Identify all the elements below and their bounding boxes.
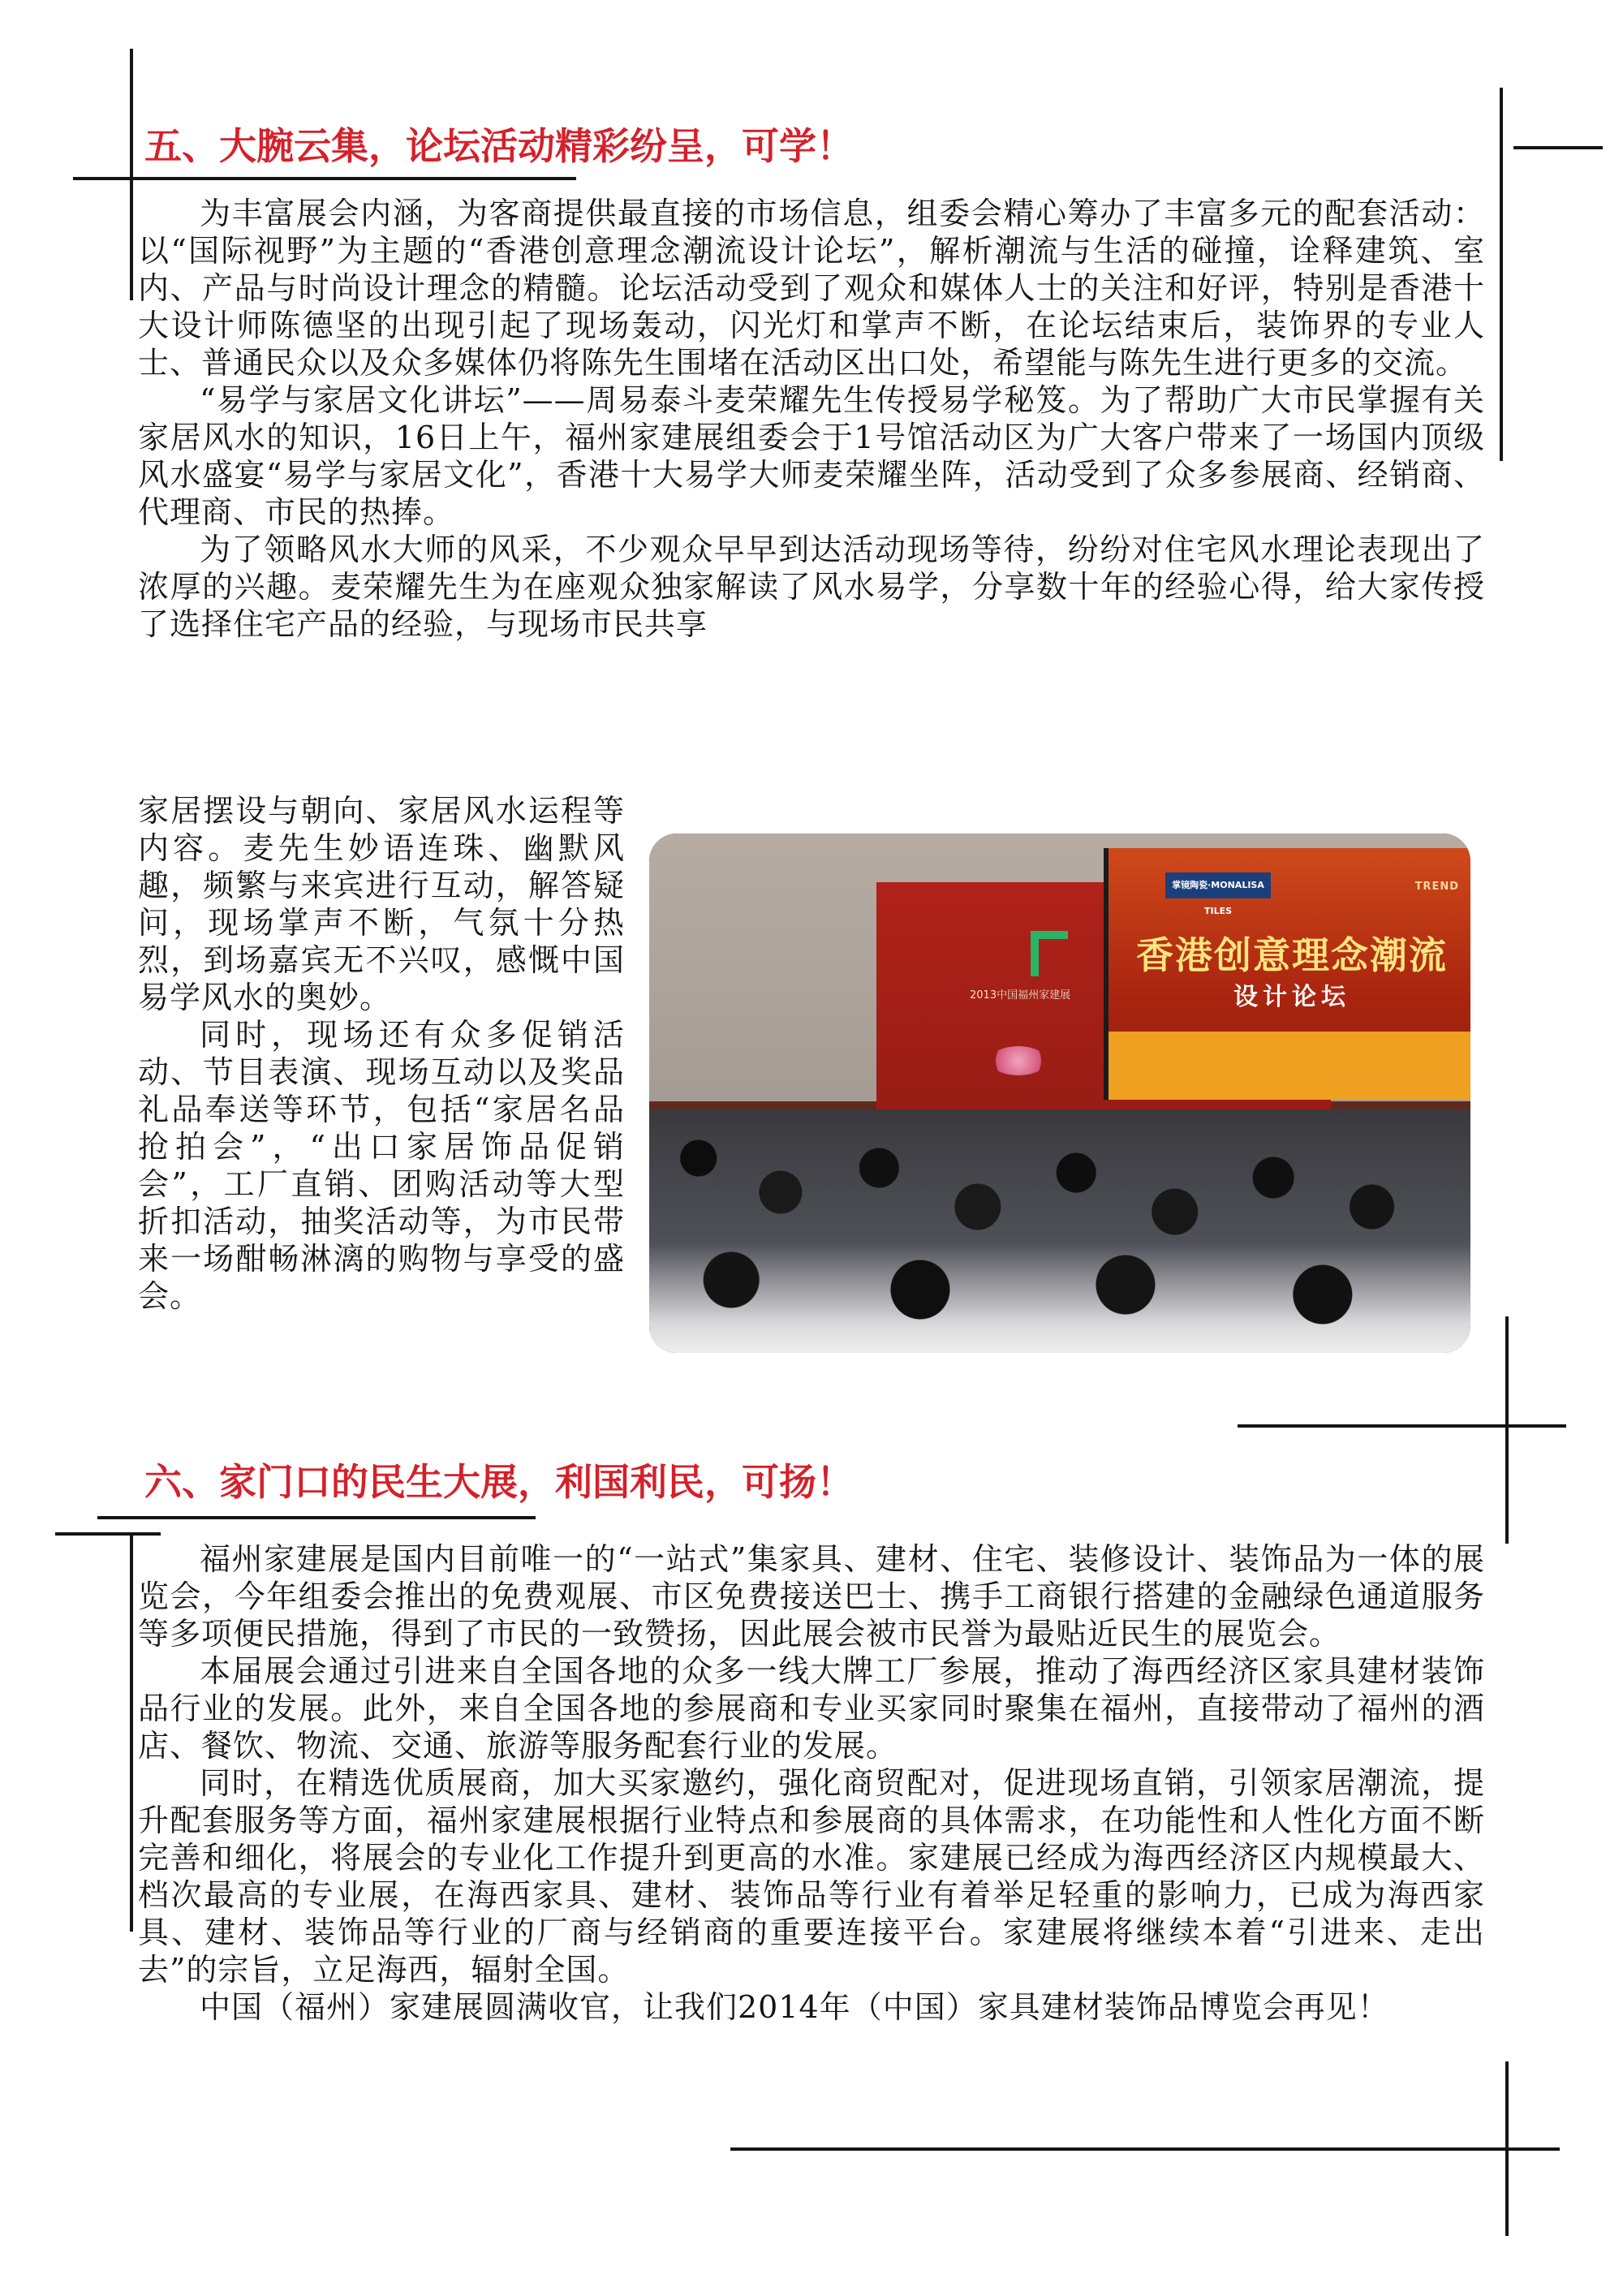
decor-line-mid-left-horizontal bbox=[97, 1516, 536, 1519]
section5-body bbox=[138, 195, 1485, 643]
decor-line-top-left-horizontal bbox=[73, 177, 576, 180]
screen-sponsor-logo: 掌镜陶瓷·MONALISA TILES bbox=[1165, 872, 1271, 898]
section5-paragraph-3: 为了领略风水大师的风采，不少观众早早到达活动现场等待，纷纷对住宅风水理论表现出了浓厚的兴趣。麦荣耀先生为在座观众独家解读了风水易学，分享数十年的经验心得，给大家传授了选择住宅产品的经验，与现场市民共享 bbox=[138, 532, 1485, 642]
section5-heading: 五、大腕云集，论坛活动精彩纷呈，可学！ bbox=[144, 124, 854, 168]
decor-line-mid-right-vertical bbox=[1505, 1316, 1509, 1544]
screen-trend-label: TREND bbox=[1414, 881, 1459, 893]
decor-line-top-right-horizontal bbox=[1513, 146, 1603, 149]
decor-line-top-left-vertical bbox=[130, 49, 133, 300]
section5-paragraph-4: 同时，现场还有众多促销活动、节目表演、现场互动以及奖品礼品奉送等环节，包括“家居名品抢拍会”，“出口家居饰品促销会”，工厂直销、团购活动等大型折扣活动，抽奖活动等，为市民带来一场酣畅淋漓的购物与享受的盛会。 bbox=[138, 1017, 625, 1314]
forum-photo bbox=[649, 834, 1470, 1353]
section5-paragraph-2: “易学与家居文化讲坛”——周易泰斗麦荣耀先生传授易学秘笈。为了帮助广大市民掌握有关家居风水的知识，16日上午，福州家建展组委会于1号馆活动区为广大客户带来了一场国内顶级风水盛宴“易学与家居文化”，香港十大易学大师麦荣耀坐阵，活动受到了众多参展商、经销商、代理商、市民的热捧。 bbox=[138, 382, 1485, 530]
screen-title: 香港创意理念潮流 bbox=[1136, 933, 1448, 977]
decor-line-top-right-vertical bbox=[1500, 88, 1503, 461]
section5-paragraph-3-continued: 家居摆设与朝向、家居风水运程等内容。麦先生妙语连珠、幽默风趣，频繁与来宾进行互动，解答疑问，现场掌声不断，气氛十分热烈，到场嘉宾无不兴叹，感慨中国易学风水的奥妙。 bbox=[138, 793, 625, 1015]
section6-paragraph-3: 同时，在精选优质展商，加大买家邀约，强化商贸配对，促进现场直销，引领家居潮流，提升配套服务等方面，福州家建展根据行业特点和参展商的具体需求，在功能性和人性化方面不断完善和细化，将展会的专业化工作提升到更高的水准。家建展已经成为海西经济区内规模最大、档次最高的专业展，在海西家具、建材、装饰品等行业有着举足轻重的影响力，已成为海西家具、建材、装饰品等行业的厂商与经销商的重要连接平台。家建展将继续本着“引进来、走出去”的宗旨，立足海西，辐射全国。 bbox=[138, 1765, 1485, 1988]
section5-paragraph-1: 为丰富展会内涵，为客商提供最直接的市场信息，组委会精心筹办了丰富多元的配套活动：以“国际视野”为主题的“香港创意理念潮流设计论坛”，解析潮流与生活的碰撞，诠释建筑、室内、产品与时尚设计理念的精髓。论坛活动受到了观众和媒体人士的关注和好评，特别是香港十大设计师陈德坚的出现引起了现场轰动，闪光灯和掌声不断，在论坛结束后，装饰界的专业人士、普通民众以及众多媒体仍将陈先生围堵在活动区出口处，希望能与陈先生进行更多的交流。 bbox=[138, 196, 1485, 381]
decor-line-left-vertical bbox=[130, 1534, 133, 1932]
decor-line-bottom-right-horizontal bbox=[730, 2147, 1560, 2151]
section6-paragraph-1: 福州家建展是国内目前唯一的“一站式”集家具、建材、住宅、装修设计、装饰品为一体的展览会，今年组委会推出的免费观展、市区免费接送巴士、携手工商银行搭建的金融绿色通道服务等多项便民措施，得到了市民的一致赞扬，因此展会被市民誉为最贴近民生的展览会。 bbox=[138, 1541, 1485, 1652]
photo-expo-label: 2013中国福州家建展 bbox=[970, 989, 1071, 1002]
decor-line-left-horizontal bbox=[55, 1532, 161, 1536]
section6-paragraph-4: 中国（福州）家建展圆满收官，让我们2014年（中国）家具建材装饰品博览会再见！ bbox=[200, 1989, 1389, 2025]
photo-stage-screen bbox=[1104, 848, 1470, 1100]
section6-paragraph-2: 本届展会通过引进来自全国各地的众多一线大牌工厂参展，推动了海西经济区家具建材装饰品行业的发展。此外，来自全国各地的参展商和专业买家同时聚集在福州，直接带动了福州的酒店、餐饮、物流、交通、旅游等服务配套行业的发展。 bbox=[138, 1653, 1485, 1764]
screen-info-bar bbox=[1109, 1032, 1470, 1100]
section5-body-narrow bbox=[138, 792, 625, 1315]
expo-logo-icon bbox=[1031, 931, 1068, 976]
photo-audience bbox=[649, 1109, 1470, 1353]
screen-subtitle: 设计论坛 bbox=[1233, 983, 1350, 1011]
section6-body bbox=[138, 1540, 1485, 2026]
section6-heading: 六、家门口的民生大展，利国利民，可扬！ bbox=[144, 1460, 854, 1504]
decor-line-mid-right-horizontal bbox=[1238, 1424, 1566, 1428]
podium-flowers bbox=[990, 1046, 1047, 1075]
